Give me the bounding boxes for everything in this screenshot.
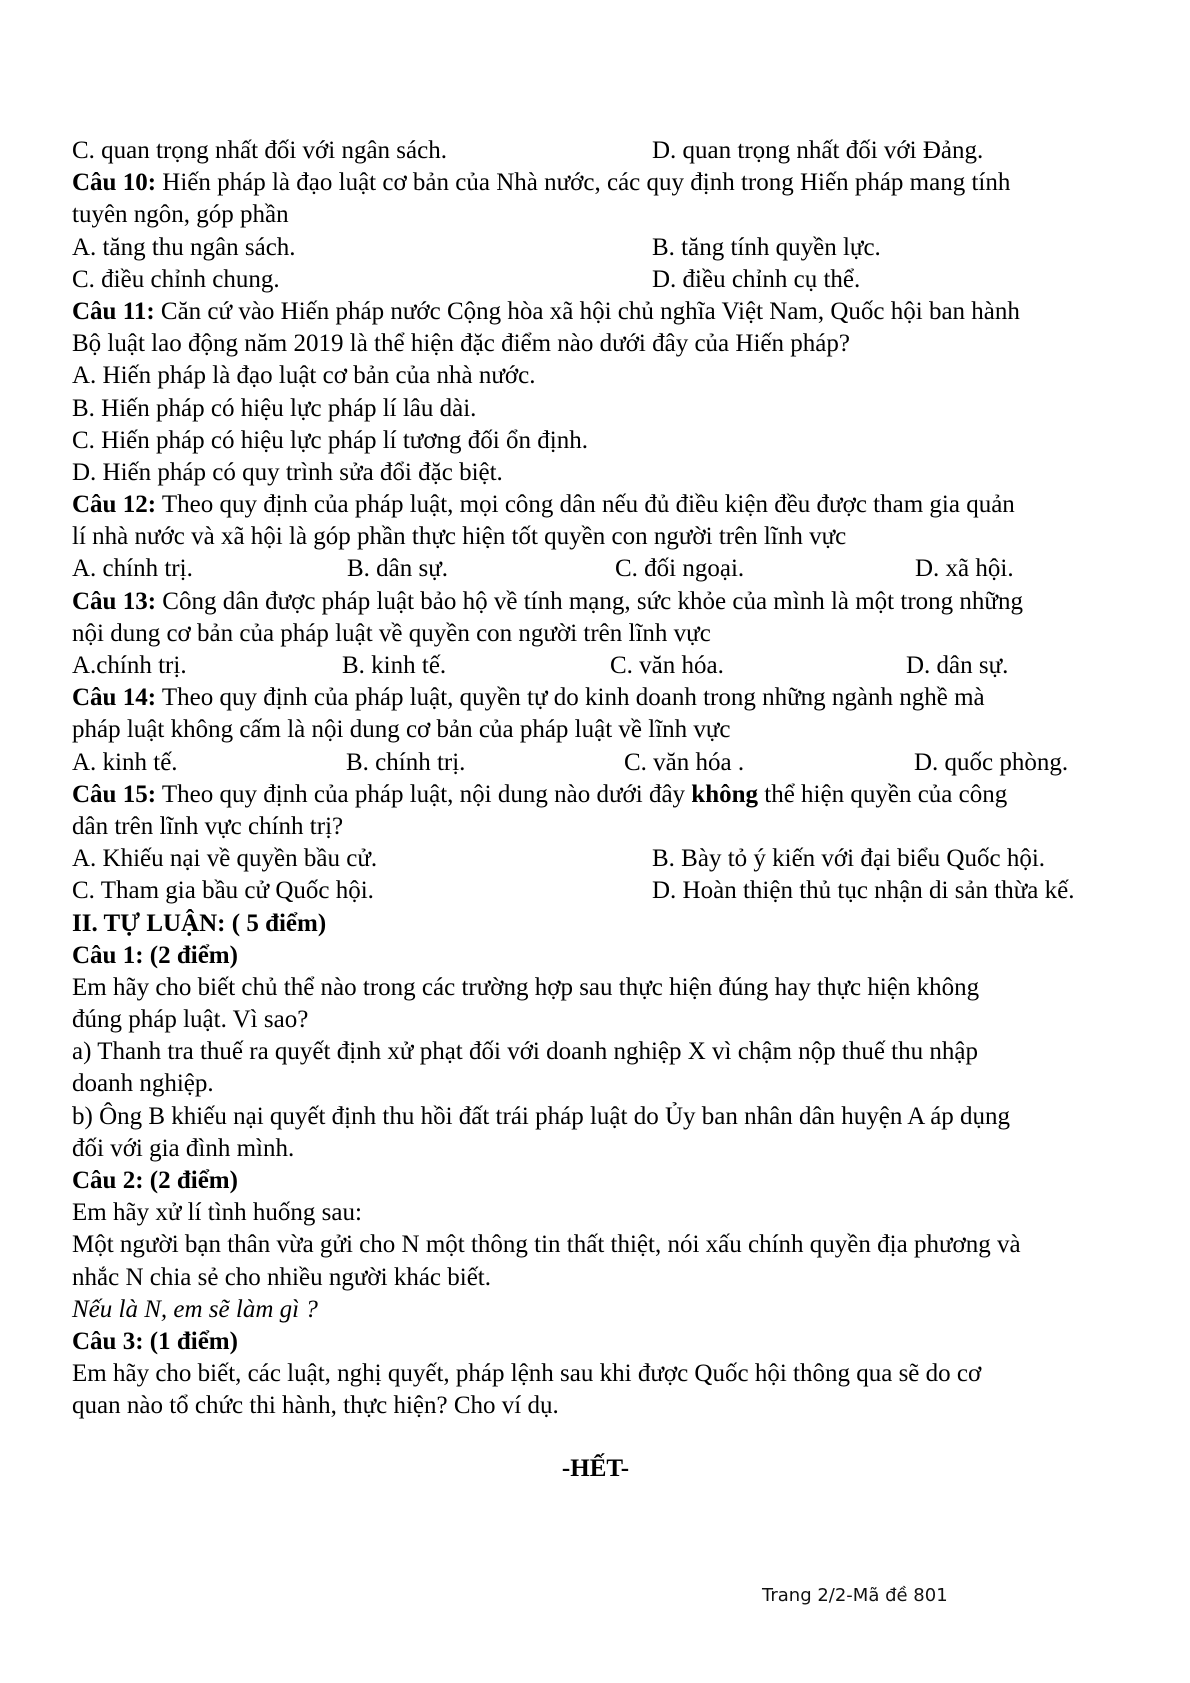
q10-option-a: A. tăng thu ngân sách. — [72, 233, 296, 261]
q13-option-d: D. dân sự. — [906, 652, 1009, 679]
q10-option-c: C. điều chỉnh chung. — [72, 265, 280, 293]
q15-stem — [72, 779, 1147, 811]
q12-stem-2: lí nhà nước và xã hội là góp phần thực hiện tốt quyền con người trên lĩnh vực — [72, 523, 847, 551]
q14-text-1: Theo quy định của pháp luật, quyền tự do kinh doanh trong những ngành nghề mà — [156, 684, 985, 712]
section-essay-heading — [72, 908, 1147, 940]
q11-option-b: B. Hiến pháp có hiệu lực pháp lí lâu dài. — [72, 394, 477, 422]
essay-q3-line-2: quan nào tổ chức thi hành, thực hiện? Cho ví dụ. — [72, 1392, 559, 1420]
q12-text-1: Theo quy định của pháp luật, mọi công dân nếu đủ điều kiện đều được tham gia quản — [156, 491, 1015, 519]
q13-options — [72, 650, 1147, 682]
essay-q2-heading — [72, 1165, 1147, 1197]
essay-q2-question: Nếu là N, em sẽ làm gì ? — [72, 1295, 318, 1323]
q14-stem — [72, 682, 1147, 714]
essay-q2-line-3: nhắc N chia sẻ cho nhiều người khác biết. — [72, 1263, 491, 1291]
q15-options-ab — [72, 843, 1147, 875]
q9-option-d: D. quan trọng nhất đối với Đảng. — [652, 137, 984, 164]
essay-q1-line-2: đúng pháp luật. Vì sao? — [72, 1006, 309, 1034]
essay-q1-heading — [72, 940, 1147, 972]
q14-option-d: D. quốc phòng. — [914, 748, 1069, 776]
essay-q2-line-2: Một người bạn thân vừa gửi cho N một thông tin thất thiệt, nói xấu chính quyền địa phương và — [72, 1231, 1021, 1259]
essay-q1-case-b-1: b) Ông B khiếu nại quyết định thu hồi đất trái pháp luật do Ủy ban nhân dân huyện A áp dụng — [72, 1102, 1011, 1130]
q12-label: Câu 12: — [72, 491, 157, 519]
q14-label: Câu 14: — [72, 684, 157, 712]
q11-stem-2: Bộ luật lao động năm 2019 là thể hiện đặc điểm nào dưới đây của Hiến pháp? — [72, 330, 850, 358]
end-marker: -HẾT- — [561, 1454, 630, 1482]
q13-option-a: A.chính trị. — [72, 652, 187, 679]
q15-option-c: C. Tham gia bầu cử Quốc hội. — [72, 877, 374, 905]
q11-option-c: C. Hiến pháp có hiệu lực pháp lí tương đối ổn định. — [72, 426, 588, 454]
essay-q1-label: Câu 1: (2 điểm) — [72, 941, 238, 969]
exam-page — [72, 135, 1147, 1483]
essay-q3-label: Câu 3: (1 điểm) — [72, 1327, 238, 1355]
essay-q1-line-1: Em hãy cho biết chủ thể nào trong các trường hợp sau thực hiện đúng hay thực hiện không — [72, 973, 980, 1001]
q13-option-b: B. kinh tế. — [342, 652, 447, 679]
q13-text-1: Công dân được pháp luật bảo hộ về tính mạng, sức khỏe của mình là một trong những — [156, 587, 1023, 615]
q10-stem-2: tuyên ngôn, góp phần — [72, 201, 289, 229]
q11-text-1: Căn cứ vào Hiến pháp nước Cộng hòa xã hội chủ nghĩa Việt Nam, Quốc hội ban hành — [154, 297, 1020, 325]
q12-options — [72, 553, 1147, 585]
q13-label: Câu 13: — [72, 587, 157, 615]
q9-option-c: C. quan trọng nhất đối với ngân sách. — [72, 137, 447, 164]
q10-text-1: Hiến pháp là đạo luật cơ bản của Nhà nước, các quy định trong Hiến pháp mang tính — [156, 169, 1011, 197]
q14-option-a: A. kinh tế. — [72, 748, 178, 776]
essay-q1-case-b-2: đối với gia đình mình. — [72, 1134, 295, 1162]
q13-option-c: C. văn hóa. — [610, 652, 724, 679]
q12-option-a: A. chính trị. — [72, 555, 193, 583]
q12-option-b: B. dân sự. — [347, 555, 449, 583]
q12-stem — [72, 489, 1147, 521]
q14-options — [72, 747, 1147, 779]
q13-stem — [72, 586, 1147, 618]
essay-q1-case-a-1: a) Thanh tra thuế ra quyết định xử phạt đối với doanh nghiệp X vì chậm nộp thuế thu nhập — [72, 1038, 978, 1066]
essay-q2-label: Câu 2: (2 điểm) — [72, 1167, 238, 1194]
q12-option-c: C. đối ngoại. — [615, 555, 745, 583]
q15-stem-2: dân trên lĩnh vực chính trị? — [72, 812, 344, 840]
q15-emphasis: không — [691, 780, 759, 808]
essay-q2-line-1: Em hãy xử lí tình huống sau: — [72, 1199, 362, 1227]
q15-options-cd — [72, 875, 1147, 907]
q15-text-1a: Theo quy định của pháp luật, nội dung nào dưới đây — [156, 780, 692, 808]
q11-option-d: D. Hiến pháp có quy trình sửa đổi đặc biệt. — [72, 458, 503, 486]
q15-option-a: A. Khiếu nại về quyền bầu cử. — [72, 845, 378, 873]
q14-option-c: C. văn hóa . — [624, 748, 745, 776]
section-essay-title: II. TỰ LUẬN: ( 5 điểm) — [72, 909, 327, 937]
page-footer: Trang 2/2-Mã đề 801 — [762, 1585, 948, 1606]
q9-options-cd — [72, 135, 1147, 167]
q10-option-d: D. điều chỉnh cụ thể. — [652, 265, 861, 293]
essay-q1-case-a-2: doanh nghiệp. — [72, 1070, 214, 1098]
essay-q3-heading — [72, 1326, 1147, 1358]
q14-stem-2: pháp luật không cấm là nội dung cơ bản của pháp luật về lĩnh vực — [72, 716, 731, 744]
q11-stem — [72, 296, 1147, 328]
q15-option-b: B. Bày tỏ ý kiến với đại biểu Quốc hội. — [652, 845, 1046, 873]
q10-option-b: B. tăng tính quyền lực. — [652, 233, 881, 261]
q13-stem-2: nội dung cơ bản của pháp luật về quyền con người trên lĩnh vực — [72, 619, 711, 647]
q15-text-1b: thể hiện quyền của công — [758, 780, 1008, 808]
q10-options-cd — [72, 264, 1147, 296]
q14-option-b: B. chính trị. — [346, 748, 466, 776]
q15-label: Câu 15: — [72, 780, 157, 808]
q11-label: Câu 11: — [72, 297, 155, 325]
q12-option-d: D. xã hội. — [915, 555, 1014, 583]
q10-options-ab — [72, 232, 1147, 264]
q10-stem — [72, 167, 1147, 199]
q11-option-a: A. Hiến pháp là đạo luật cơ bản của nhà nước. — [72, 362, 536, 390]
essay-q3-line-1: Em hãy cho biết, các luật, nghị quyết, pháp lệnh sau khi được Quốc hội thông qua sẽ do cơ — [72, 1360, 982, 1388]
q15-option-d: D. Hoàn thiện thủ tục nhận di sản thừa kế. — [652, 877, 1075, 905]
q10-label: Câu 10: — [72, 169, 157, 197]
